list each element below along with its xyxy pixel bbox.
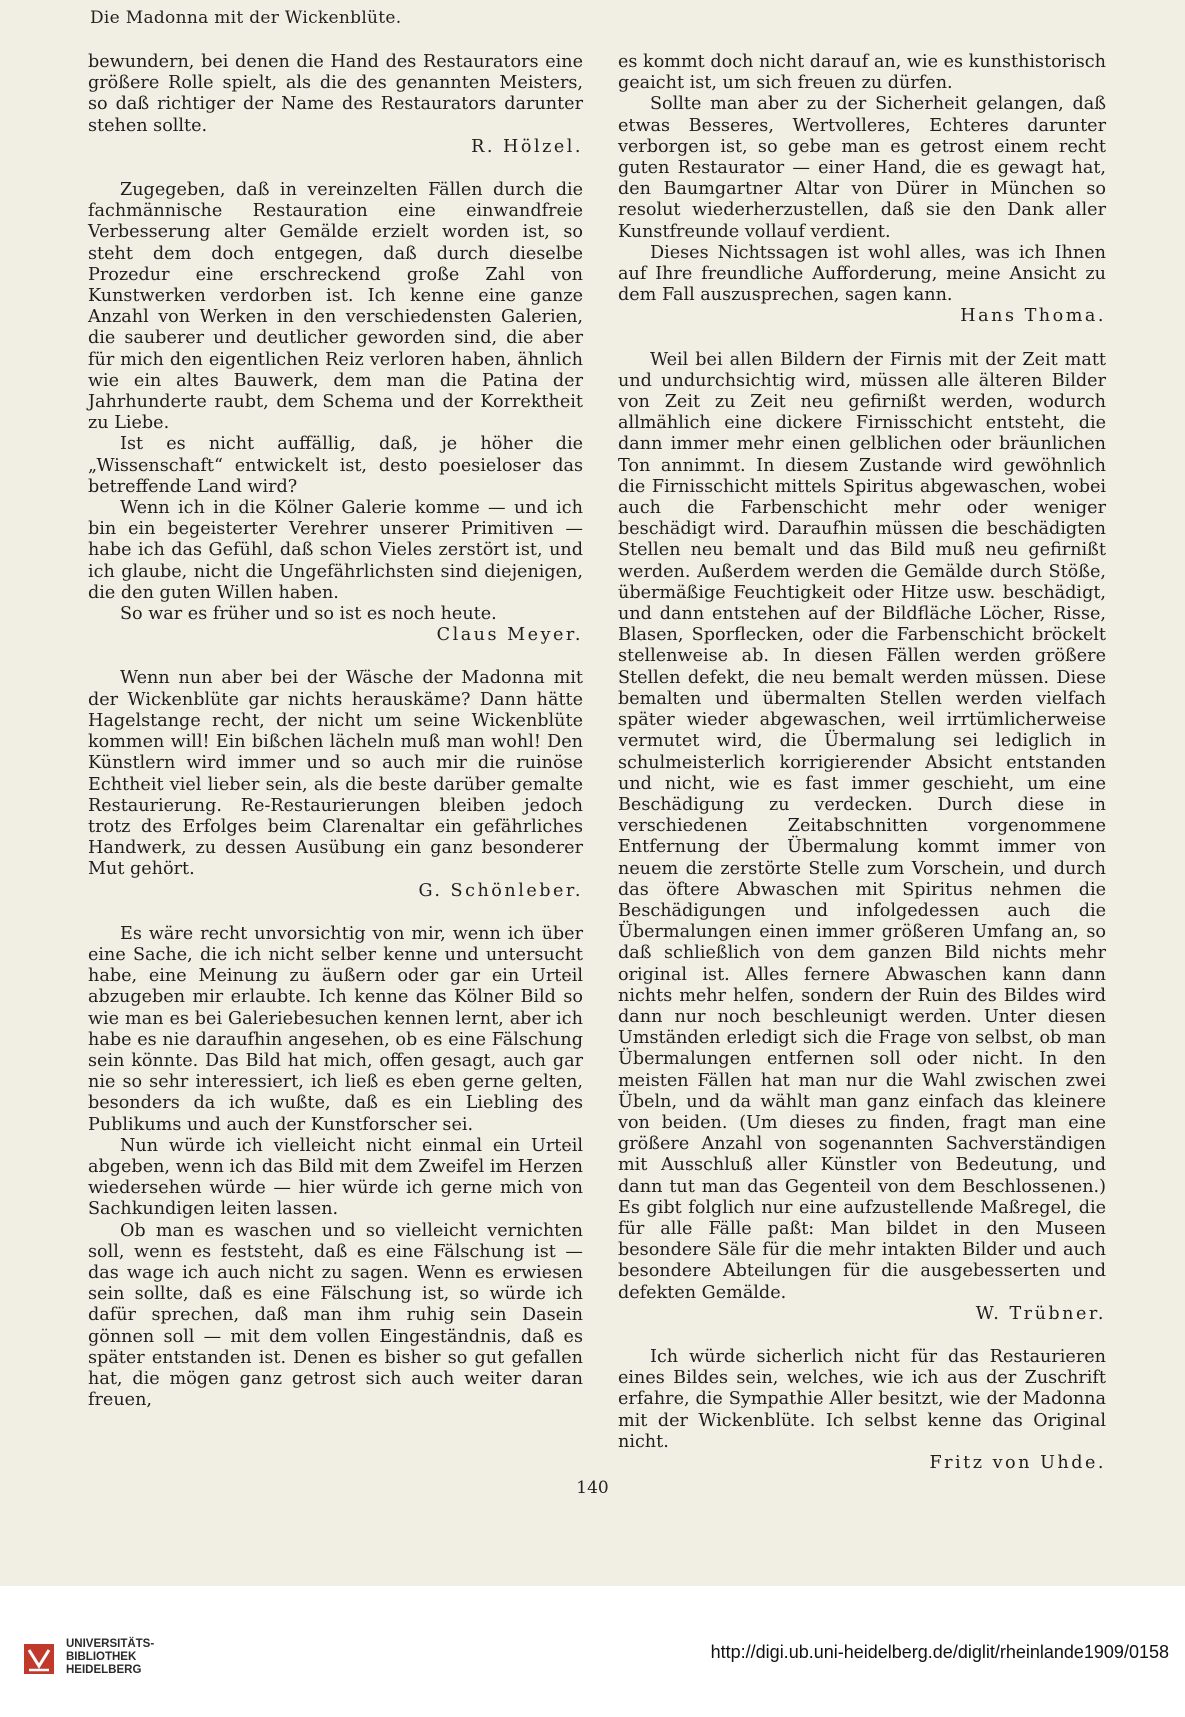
paragraph: Ich würde sicherlich nicht für das Restaurieren eines Bildes sein, welches, wie ich aus der Zuschrift erfahre, die Sympathie Aller besitzt, wie der Madonna mit der Wickenblüte. Ich selbst kenne das Original nicht. (618, 1346, 1106, 1452)
paragraph: Weil bei allen Bildern der Firnis mit der Zeit matt und undurchsichtig wird, müssen alle älteren Bilder von Zeit zu Zeit neu gefirnißt werden, wodurch allmählich eine dickere Firnisschicht entsteht, die dann immer mehr einen gelblichen oder bräunlichen Ton annimmt. In diesem Zustande wird gewöhnlich die Firnisschicht mittels Spiritus abgewaschen, wobei auch die Farbenschicht mehr oder weniger beschädigt wird. Daraufhin müssen die beschädigten Stellen neu bemalt und das Bild muß neu gefirnißt werden. Außerdem werden die Gemälde durch Stöße, übermäßige Feuchtigkeit oder Hitze usw. beschädigt, und dann entstehen auf der Bildfläche Löcher, Risse, Blasen, Sporflecken, oder die Farbenschicht bröckelt stellenweise ab. In diesen Fällen werden größere Stellen defekt, die neu bemalt werden müssen. Diese bemalten und übermalten Stellen werden vielfach später wieder abgewaschen, weil irrtümlicherweise vermutet wird, die Übermalung sei lediglich in schulmeisterlich korrigierender Absicht entstanden und nicht, wie es fast immer geschieht, um eine Beschädigung zu verdecken. Durch diese in verschiedenen Zeitabschnitten vorgenommene Entfernung der Übermalung kommt immer von neuem die zerstörte Stelle zum Vorschein, und durch das öftere Abwaschen mit Spiritus nehmen die Beschädigungen und infolgedessen auch die Übermalungen einen immer größeren Umfang an, so daß schließlich von dem ganzen Bild nichts mehr original ist. Alles fernere Abwaschen kann dann nichts mehr helfen, sondern der Ruin des Bildes wird dann nur noch beschleunigt werden. Unter diesen Umständen erledigt sich die Frage von selbst, ob man Übermalungen entfernen soll oder nicht. In den meisten Fällen hat man nur die Wahl zwischen zwei Übeln, und da wählt man ganz einfach das kleinere von beiden. (Um dieses zu finden, fragt man eine größere Anzahl von sogenannten Sachverständigen mit Ausschluß aller Künstler von Bedeutung, und dann tut man das Gegenteil von dem Beschlossenen.) Es gibt folglich nur eine aufzustellende Maßregel, die für alle Fälle paßt: Man bildet in den Museen besondere Säle für die mehr intakten Bilder und auch besondere Abteilungen für die ausgebesserten und defekten Gemälde. (618, 349, 1106, 1303)
paragraph: Ist es nicht auffällig, daß, je höher die „Wissenschaft“ entwickelt ist, desto poesieloser das betreffende Land wird? (88, 434, 583, 497)
footer-bar (0, 1586, 1185, 1717)
library-line: HEIDELBERG (66, 1664, 142, 1676)
library-line: BIBLIOTHEK (66, 1651, 137, 1663)
library-logo-icon (20, 1640, 58, 1678)
paragraph-gap (618, 1325, 1106, 1347)
paragraph-gap (618, 328, 1106, 350)
author-signature: Hans Thoma. (960, 306, 1106, 327)
author-signature: Claus Meyer. (436, 625, 583, 646)
paragraph-gap (88, 158, 583, 180)
library-line: UNIVERSITÄTS- (66, 1638, 155, 1650)
paragraph-gap (88, 902, 583, 924)
right-column (618, 52, 1106, 1474)
paragraph: Zugegeben, daß in vereinzelten Fällen durch die fachmännische Restauration eine einwandfreie Verbesserung alter Gemälde erzielt worden ist, so steht dem doch entgegen, daß durch dieselbe Prozedur eine erschreckend große Zahl von Kunstwerken verdorben ist. Ich kenne eine ganze Anzahl von Werken in den verschiedensten Galerien, die sauberer und deutlicher geworden sind, die aber für mich den eigentlichen Reiz verloren haben, ähnlich wie ein altes Bauwerk, dem man die Patina der Jahrhunderte raubt, dem Schema und der Korrektheit zu Liebe. (88, 180, 583, 434)
author-signature: R. Hölzel. (471, 136, 583, 157)
paragraph-gap (88, 646, 583, 668)
author-signature: W. Trübner. (975, 1303, 1106, 1324)
library-name (66, 1638, 154, 1677)
paragraph: Sollte man aber zu der Sicherheit gelangen, daß etwas Besseres, Wertvolleres, Echteres darunter verborgen ist, so gebe man es getrost einem recht guten Restaurator — einer Hand, die es gewagt hat, den Baumgartner Altar von Dürer in München so resolut wiederherzustellen, daß sie den Dank aller Kunstfreunde vollauf verdient. (618, 94, 1106, 242)
paragraph: es kommt doch nicht darauf an, wie es kunsthistorisch geaicht ist, um sich freuen zu dürfen. (618, 52, 1106, 94)
paragraph: So war es früher und so ist es noch heute. (120, 604, 497, 625)
author-signature: Fritz von Uhde. (929, 1453, 1106, 1473)
paragraph: Wenn nun aber bei der Wäsche der Madonna mit der Wickenblüte gar nichts herauskäme? Dann hätte Hagelstange recht, der nicht um seine Wickenblüte kommen will! Ein bißchen lächeln muß man wohl! Den Künstlern wird immer und so auch mir die ruinöse Echtheit viel lieber sein, als die beste darüber gemalte Restaurierung. Re-Restaurierungen bleiben jedoch trotz des Erfolges beim Clarenaltar ein gefährliches Handwerk, zu dessen Ausübung ein ganz besonderer Mut gehört. (88, 668, 583, 880)
paragraph: Wenn ich in die Kölner Galerie komme — und ich bin ein begeisterter Verehrer unserer Primitiven — habe ich das Gefühl, daß schon Vieles zerstört ist, und ich glaube, nicht die Ungefährlichsten sind diejenigen, die den guten Willen haben. (88, 498, 583, 603)
author-signature: G. Schönleber. (418, 880, 583, 901)
left-column (88, 52, 583, 1411)
paragraph: Nun würde ich vielleicht nicht einmal ein Urteil abgeben, wenn ich das Bild mit dem Zweifel im Herzen wiedersehen würde — hier würde ich gerne mich von Sachkundigen leiten lassen. (88, 1135, 583, 1220)
paragraph: Es wäre recht unvorsichtig von mir, wenn ich über eine Sache, die ich nicht selber kenne und untersucht habe, eine Meinung zu äußern oder gar ein Urteil abzugeben mir erlaubte. Ich kenne das Kölner Bild so wie man es bei Galeriebesuchen kennen lernt, aber ich habe es nie daraufhin angesehen, ob es eine Fälschung sein könnte. Das Bild hat mich, offen gesagt, auch gar nie so sehr interessiert, ich ließ es eben gerne gelten, besonders da ich wußte, daß es ein Liebling des Publikums und auch der Kunstforscher sei. (88, 923, 583, 1135)
paragraph: bewundern, bei denen die Hand des Restaurators eine größere Rolle spielt, als die des genannten Meisters, so daß richtiger der Name des Restaurators darunter stehen sollte. (88, 52, 583, 136)
running-head: Die Madonna mit der Wickenblüte. (90, 8, 402, 28)
source-url-link[interactable]: http://digi.ub.uni-heidelberg.de/diglit/rheinlande1909/0158 (710, 1642, 1169, 1662)
page-number: 140 (576, 1478, 609, 1498)
paragraph: Ob man es waschen und so vielleicht vernichten soll, wenn es feststeht, daß es eine Fälschung ist — das wage ich auch nicht zu sagen. Wenn es erwiesen sein sollte, daß es eine Fälschung ist, so würde ich dafür sprechen, daß man ihm ruhig sein Dasein gönnen soll — mit dem vollen Eingeständnis, daß es später entstanden ist. Denen es bisher so gut gefallen hat, die mögen ganz getrost sich auch weiter daran freuen, (88, 1220, 583, 1411)
paragraph: Dieses Nichtssagen ist wohl alles, was ich Ihnen auf Ihre freundliche Aufforderung, meine Ansicht zu dem Fall auszusprechen, sagen kann. (618, 242, 1106, 306)
